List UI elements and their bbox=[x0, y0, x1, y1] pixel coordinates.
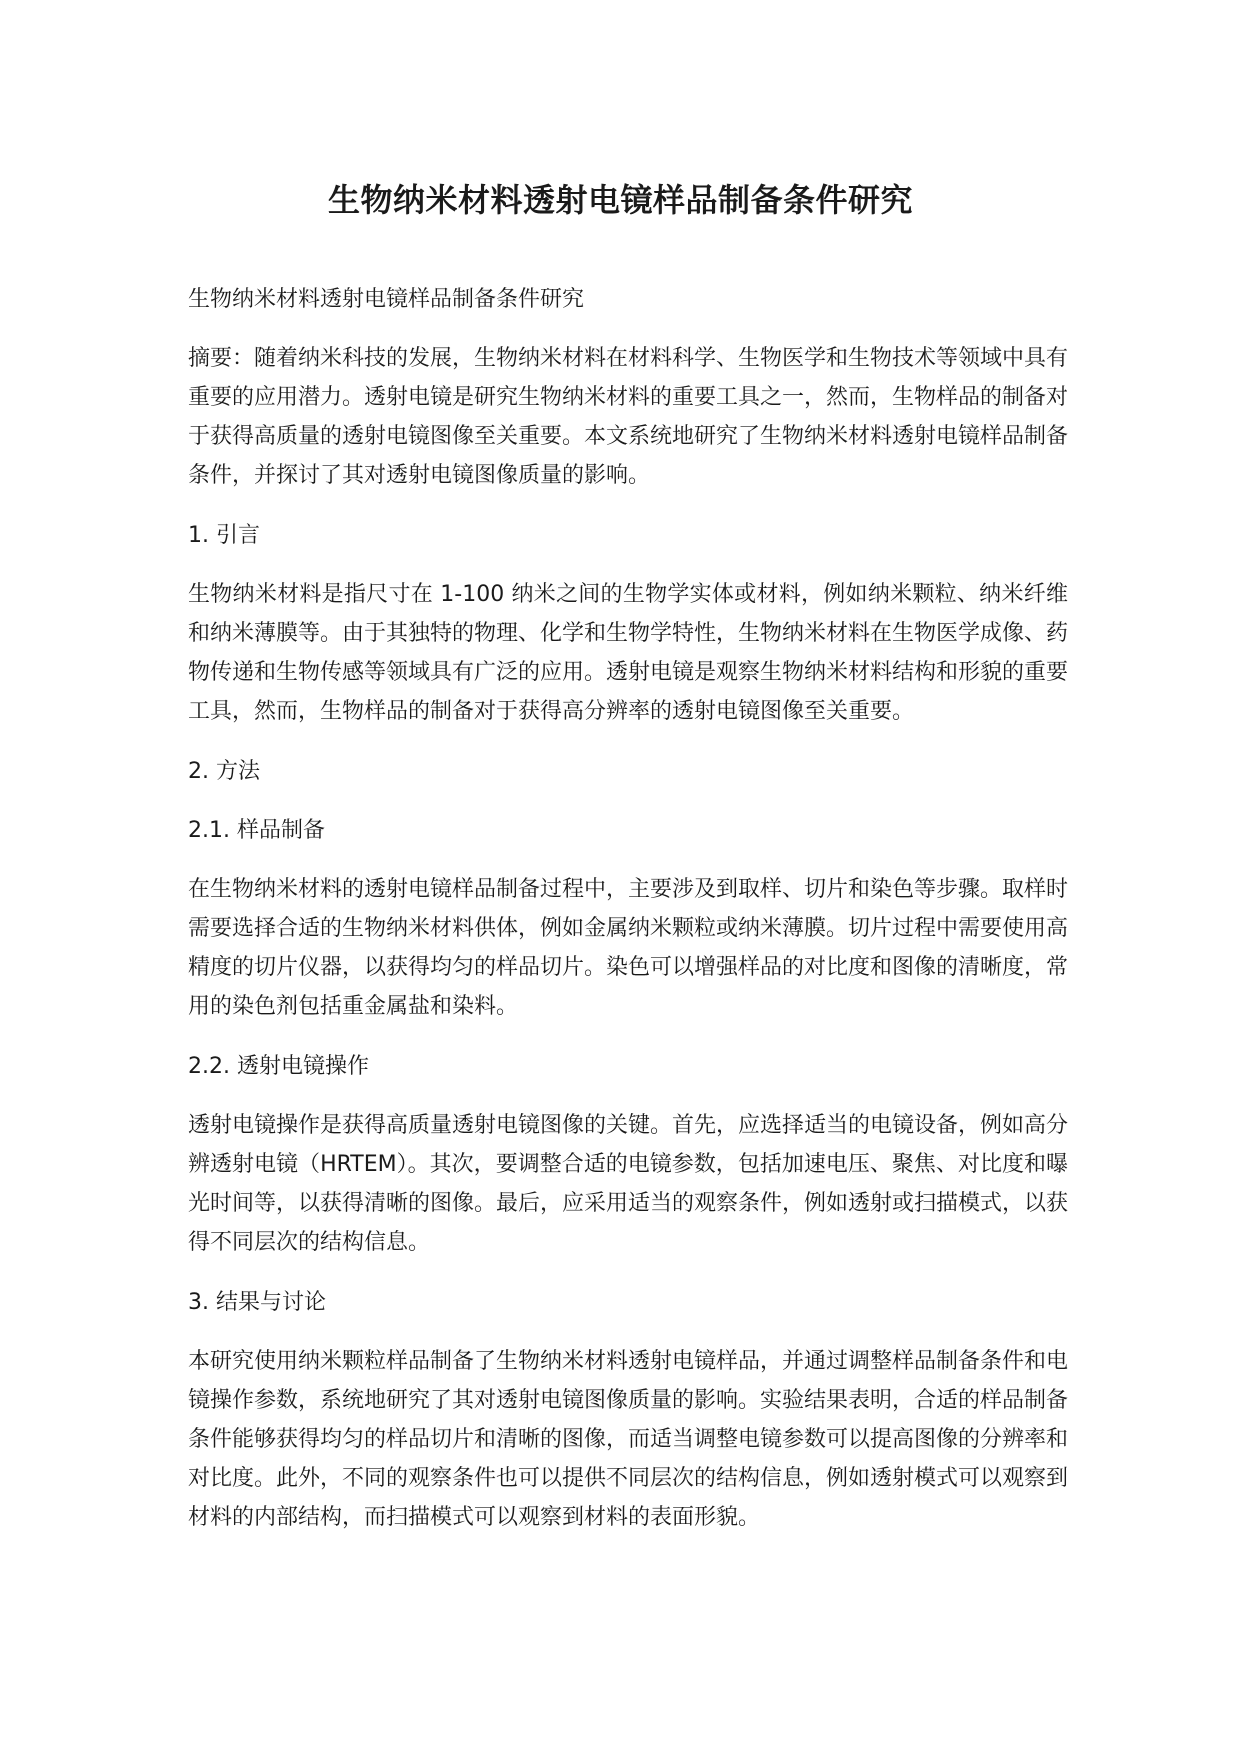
document-subtitle: 生物纳米材料透射电镜样品制备条件研究 bbox=[188, 287, 585, 312]
tem-operation-paragraph: 透射电镜操作是获得高质量透射电镜图像的关键。首先，应选择适当的电镜设备，例如高分辨透射电镜（HRTEM）。其次，要调整合适的电镜参数，包括加速电压、聚焦、对比度和曝光时间等，以获得清晰的图像。最后，应采用适当的观察条件，例如透射或扫描模式，以获得不同层次的结构信息。 bbox=[188, 1113, 1069, 1255]
section-heading-methods: 2. 方法 bbox=[188, 759, 260, 784]
results-discussion-paragraph: 本研究使用纳米颗粒样品制备了生物纳米材料透射电镜样品，并通过调整样品制备条件和电镜操作参数，系统地研究了其对透射电镜图像质量的影响。实验结果表明，合适的样品制备条件能够获得均匀的样品切片和清晰的图像，而适当调整电镜参数可以提高图像的分辨率和对比度。此外，不同的观察条件也可以提供不同层次的结构信息，例如透射模式可以观察到材料的内部结构，而扫描模式可以观察到材料的表面形貌。 bbox=[188, 1349, 1069, 1530]
section-heading-sample-preparation: 2.1. 样品制备 bbox=[188, 818, 325, 843]
section-heading-results-discussion: 3. 结果与讨论 bbox=[188, 1290, 326, 1315]
document-body bbox=[188, 280, 1068, 1558]
abstract-paragraph: 摘要：随着纳米科技的发展，生物纳米材料在材料科学、生物医学和生物技术等领域中具有重要的应用潜力。透射电镜是研究生物纳米材料的重要工具之一，然而，生物样品的制备对于获得高质量的透射电镜图像至关重要。本文系统地研究了生物纳米材料透射电镜样品制备条件，并探讨了其对透射电镜图像质量的影响。 bbox=[188, 346, 1069, 488]
section-heading-introduction: 1. 引言 bbox=[188, 523, 260, 548]
section-heading-tem-operation: 2.2. 透射电镜操作 bbox=[188, 1054, 369, 1079]
document-title: 生物纳米材料透射电镜样品制备条件研究 bbox=[327, 181, 913, 219]
sample-preparation-paragraph: 在生物纳米材料的透射电镜样品制备过程中，主要涉及到取样、切片和染色等步骤。取样时需要选择合适的生物纳米材料供体，例如金属纳米颗粒或纳米薄膜。切片过程中需要使用高精度的切片仪器，以获得均匀的样品切片。染色可以增强样品的对比度和图像的清晰度，常用的染色剂包括重金属盐和染料。 bbox=[188, 877, 1069, 1019]
introduction-paragraph: 生物纳米材料是指尺寸在 1-100 纳米之间的生物学实体或材料，例如纳米颗粒、纳米纤维和纳米薄膜等。由于其独特的物理、化学和生物学特性，生物纳米材料在生物医学成像、药物传递和生物传感等领域具有广泛的应用。透射电镜是观察生物纳米材料结构和形貌的重要工具，然而，生物样品的制备对于获得高分辨率的透射电镜图像至关重要。 bbox=[188, 582, 1069, 724]
